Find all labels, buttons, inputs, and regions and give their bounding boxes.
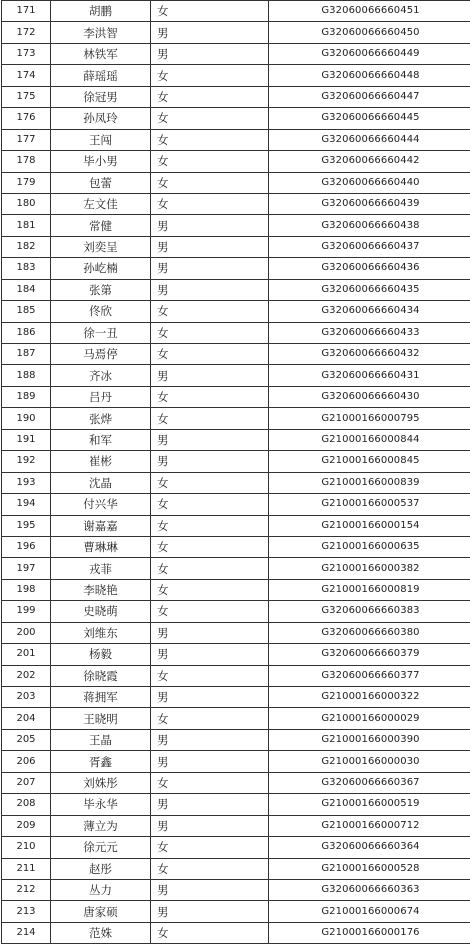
row-number: 185 — [2, 301, 51, 322]
id-number-cell: G32060066660430 — [269, 386, 470, 407]
row-number: 194 — [2, 494, 51, 515]
row-number: 176 — [2, 108, 51, 129]
id-number-cell: G21000166000537 — [269, 494, 470, 515]
gender-cell: 男 — [151, 815, 269, 836]
name-cell: 薛瑶瑶 — [51, 65, 151, 86]
id-number-cell: G32060066660447 — [269, 86, 470, 107]
row-number: 209 — [2, 815, 51, 836]
id-number-cell: G32060066660442 — [269, 151, 470, 172]
table-row — [2, 172, 470, 193]
row-number: 201 — [2, 644, 51, 665]
row-number: 171 — [2, 1, 51, 22]
id-number-cell: G21000166000519 — [269, 794, 470, 815]
gender-cell: 女 — [151, 837, 269, 858]
name-cell: 李洪智 — [51, 22, 151, 43]
id-number-cell: G21000166000382 — [269, 558, 470, 579]
table-row — [2, 494, 470, 515]
id-number-cell: G21000166000390 — [269, 729, 470, 750]
id-number-cell: G32060066660440 — [269, 172, 470, 193]
name-cell: 佟欣 — [51, 301, 151, 322]
name-cell: 毕永华 — [51, 794, 151, 815]
table-row — [2, 1, 470, 22]
name-cell: 沈晶 — [51, 472, 151, 493]
table-row — [2, 301, 470, 322]
table-row — [2, 708, 470, 729]
row-number: 184 — [2, 279, 51, 300]
name-cell: 刘维东 — [51, 622, 151, 643]
table-row — [2, 65, 470, 86]
row-number: 181 — [2, 215, 51, 236]
gender-cell: 女 — [151, 472, 269, 493]
name-cell: 杨毅 — [51, 644, 151, 665]
gender-cell: 女 — [151, 515, 269, 536]
name-cell: 王闯 — [51, 129, 151, 150]
name-cell: 左文佳 — [51, 193, 151, 214]
gender-cell: 女 — [151, 772, 269, 793]
id-number-cell: G32060066660379 — [269, 644, 470, 665]
roster-table — [1, 0, 470, 944]
id-number-cell: G32060066660380 — [269, 622, 470, 643]
table-row — [2, 451, 470, 472]
name-cell: 胡鹏 — [51, 1, 151, 22]
id-number-cell: G21000166000322 — [269, 687, 470, 708]
table-row — [2, 322, 470, 343]
gender-cell: 女 — [151, 536, 269, 557]
table-row — [2, 601, 470, 622]
name-cell: 薄立为 — [51, 815, 151, 836]
row-number: 202 — [2, 665, 51, 686]
row-number: 205 — [2, 729, 51, 750]
gender-cell: 男 — [151, 729, 269, 750]
gender-cell: 女 — [151, 322, 269, 343]
name-cell: 王晓明 — [51, 708, 151, 729]
name-cell: 徐元元 — [51, 837, 151, 858]
name-cell: 马焉停 — [51, 344, 151, 365]
row-number: 214 — [2, 922, 51, 943]
name-cell: 付兴华 — [51, 494, 151, 515]
gender-cell: 男 — [151, 258, 269, 279]
gender-cell: 男 — [151, 236, 269, 257]
gender-cell: 男 — [151, 622, 269, 643]
row-number: 179 — [2, 172, 51, 193]
name-cell: 林铁军 — [51, 43, 151, 64]
gender-cell: 男 — [151, 215, 269, 236]
gender-cell: 女 — [151, 129, 269, 150]
gender-cell: 男 — [151, 879, 269, 900]
name-cell: 范姝 — [51, 922, 151, 943]
table-row — [2, 215, 470, 236]
table-row — [2, 751, 470, 772]
name-cell: 张第 — [51, 279, 151, 300]
table-row — [2, 86, 470, 107]
roster-body — [2, 1, 470, 944]
gender-cell: 女 — [151, 386, 269, 407]
row-number: 196 — [2, 536, 51, 557]
row-number: 208 — [2, 794, 51, 815]
gender-cell: 女 — [151, 494, 269, 515]
name-cell: 孙屹楠 — [51, 258, 151, 279]
table-row — [2, 515, 470, 536]
id-number-cell: G32060066660445 — [269, 108, 470, 129]
gender-cell: 男 — [151, 687, 269, 708]
gender-cell: 男 — [151, 644, 269, 665]
table-row — [2, 151, 470, 172]
row-number: 199 — [2, 601, 51, 622]
table-row — [2, 794, 470, 815]
table-row — [2, 879, 470, 900]
row-number: 191 — [2, 429, 51, 450]
row-number: 193 — [2, 472, 51, 493]
id-number-cell: G32060066660435 — [269, 279, 470, 300]
name-cell: 包蕾 — [51, 172, 151, 193]
table-row — [2, 622, 470, 643]
id-number-cell: G32060066660449 — [269, 43, 470, 64]
table-row — [2, 408, 470, 429]
id-number-cell: G32060066660434 — [269, 301, 470, 322]
gender-cell: 女 — [151, 579, 269, 600]
gender-cell: 男 — [151, 901, 269, 922]
row-number: 211 — [2, 858, 51, 879]
name-cell: 唐家硕 — [51, 901, 151, 922]
name-cell: 史晓萌 — [51, 601, 151, 622]
id-number-cell: G21000166000819 — [269, 579, 470, 600]
name-cell: 徐一丑 — [51, 322, 151, 343]
name-cell: 张烨 — [51, 408, 151, 429]
gender-cell: 女 — [151, 665, 269, 686]
gender-cell: 女 — [151, 1, 269, 22]
name-cell: 徐晓霞 — [51, 665, 151, 686]
gender-cell: 男 — [151, 43, 269, 64]
row-number: 210 — [2, 837, 51, 858]
name-cell: 李晓艳 — [51, 579, 151, 600]
table-row — [2, 644, 470, 665]
gender-cell: 男 — [151, 751, 269, 772]
id-number-cell: G21000166000845 — [269, 451, 470, 472]
row-number: 187 — [2, 344, 51, 365]
gender-cell: 女 — [151, 601, 269, 622]
gender-cell: 女 — [151, 558, 269, 579]
table-row — [2, 579, 470, 600]
name-cell: 常健 — [51, 215, 151, 236]
id-number-cell: G32060066660364 — [269, 837, 470, 858]
name-cell: 戎菲 — [51, 558, 151, 579]
row-number: 173 — [2, 43, 51, 64]
id-number-cell: G21000166000674 — [269, 901, 470, 922]
table-row — [2, 108, 470, 129]
table-row — [2, 837, 470, 858]
id-number-cell: G21000166000795 — [269, 408, 470, 429]
name-cell: 胥鑫 — [51, 751, 151, 772]
row-number: 183 — [2, 258, 51, 279]
row-number: 189 — [2, 386, 51, 407]
row-number: 203 — [2, 687, 51, 708]
row-number: 190 — [2, 408, 51, 429]
name-cell: 曹琳琳 — [51, 536, 151, 557]
gender-cell: 女 — [151, 858, 269, 879]
row-number: 195 — [2, 515, 51, 536]
id-number-cell: G32060066660432 — [269, 344, 470, 365]
table-row — [2, 365, 470, 386]
id-number-cell: G32060066660448 — [269, 65, 470, 86]
name-cell: 吕丹 — [51, 386, 151, 407]
gender-cell: 男 — [151, 429, 269, 450]
id-number-cell: G32060066660437 — [269, 236, 470, 257]
table-row — [2, 858, 470, 879]
table-row — [2, 344, 470, 365]
name-cell: 徐冠男 — [51, 86, 151, 107]
row-number: 212 — [2, 879, 51, 900]
gender-cell: 女 — [151, 193, 269, 214]
gender-cell: 女 — [151, 151, 269, 172]
id-number-cell: G21000166000844 — [269, 429, 470, 450]
name-cell: 刘奕呈 — [51, 236, 151, 257]
gender-cell: 女 — [151, 65, 269, 86]
gender-cell: 女 — [151, 301, 269, 322]
id-number-cell: G32060066660363 — [269, 879, 470, 900]
id-number-cell: G21000166000839 — [269, 472, 470, 493]
gender-cell: 女 — [151, 708, 269, 729]
name-cell: 蒋拥军 — [51, 687, 151, 708]
row-number: 174 — [2, 65, 51, 86]
row-number: 197 — [2, 558, 51, 579]
row-number: 200 — [2, 622, 51, 643]
table-row — [2, 536, 470, 557]
table-row — [2, 729, 470, 750]
name-cell: 刘姝彤 — [51, 772, 151, 793]
row-number: 204 — [2, 708, 51, 729]
row-number: 213 — [2, 901, 51, 922]
id-number-cell: G32060066660439 — [269, 193, 470, 214]
table-row — [2, 687, 470, 708]
id-number-cell: G32060066660444 — [269, 129, 470, 150]
gender-cell: 男 — [151, 451, 269, 472]
id-number-cell: G32060066660367 — [269, 772, 470, 793]
id-number-cell: G21000166000635 — [269, 536, 470, 557]
gender-cell: 女 — [151, 86, 269, 107]
name-cell: 和军 — [51, 429, 151, 450]
name-cell: 毕小男 — [51, 151, 151, 172]
table-row — [2, 901, 470, 922]
id-number-cell: G32060066660383 — [269, 601, 470, 622]
id-number-cell: G21000166000030 — [269, 751, 470, 772]
table-row — [2, 129, 470, 150]
table-row — [2, 472, 470, 493]
gender-cell: 女 — [151, 108, 269, 129]
id-number-cell: G32060066660377 — [269, 665, 470, 686]
table-row — [2, 429, 470, 450]
id-number-cell: G32060066660431 — [269, 365, 470, 386]
row-number: 207 — [2, 772, 51, 793]
name-cell: 崔彬 — [51, 451, 151, 472]
table-row — [2, 922, 470, 943]
table-row — [2, 43, 470, 64]
table-row — [2, 386, 470, 407]
id-number-cell: G21000166000712 — [269, 815, 470, 836]
gender-cell: 男 — [151, 279, 269, 300]
id-number-cell: G21000166000528 — [269, 858, 470, 879]
gender-cell: 女 — [151, 408, 269, 429]
table-row — [2, 558, 470, 579]
row-number: 198 — [2, 579, 51, 600]
id-number-cell: G32060066660433 — [269, 322, 470, 343]
table-row — [2, 279, 470, 300]
id-number-cell: G32060066660451 — [269, 1, 470, 22]
row-number: 182 — [2, 236, 51, 257]
row-number: 178 — [2, 151, 51, 172]
row-number: 180 — [2, 193, 51, 214]
gender-cell: 男 — [151, 794, 269, 815]
table-row — [2, 258, 470, 279]
id-number-cell: G21000166000176 — [269, 922, 470, 943]
row-number: 177 — [2, 129, 51, 150]
id-number-cell: G21000166000154 — [269, 515, 470, 536]
id-number-cell: G32060066660450 — [269, 22, 470, 43]
name-cell: 王晶 — [51, 729, 151, 750]
row-number: 206 — [2, 751, 51, 772]
table-row — [2, 193, 470, 214]
name-cell: 赵彤 — [51, 858, 151, 879]
name-cell: 谢嘉嘉 — [51, 515, 151, 536]
table-row — [2, 665, 470, 686]
row-number: 172 — [2, 22, 51, 43]
table-row — [2, 22, 470, 43]
table-row — [2, 815, 470, 836]
id-number-cell: G21000166000029 — [269, 708, 470, 729]
id-number-cell: G32060066660438 — [269, 215, 470, 236]
name-cell: 丛力 — [51, 879, 151, 900]
gender-cell: 女 — [151, 922, 269, 943]
name-cell: 齐冰 — [51, 365, 151, 386]
row-number: 192 — [2, 451, 51, 472]
name-cell: 孙凤玲 — [51, 108, 151, 129]
gender-cell: 男 — [151, 365, 269, 386]
row-number: 188 — [2, 365, 51, 386]
table-row — [2, 236, 470, 257]
gender-cell: 女 — [151, 344, 269, 365]
id-number-cell: G32060066660436 — [269, 258, 470, 279]
table-row — [2, 772, 470, 793]
row-number: 175 — [2, 86, 51, 107]
row-number: 186 — [2, 322, 51, 343]
gender-cell: 女 — [151, 172, 269, 193]
gender-cell: 男 — [151, 22, 269, 43]
